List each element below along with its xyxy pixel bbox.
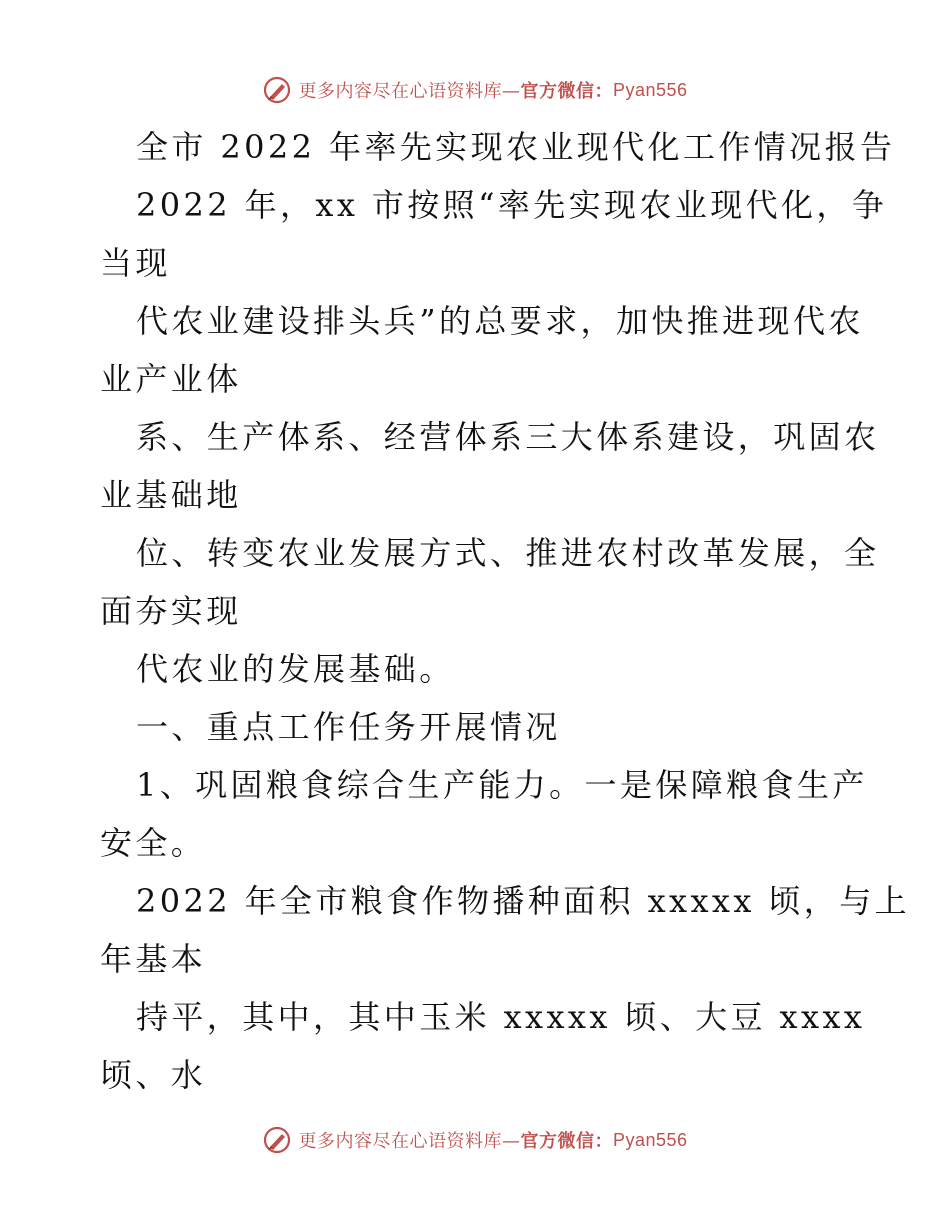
pen-logo-icon <box>262 75 292 105</box>
text-line: 2022 年，xx 市按照“率先实现农业现代化，争 <box>136 186 888 224</box>
banner-wechat-id: Pyan556 <box>612 1129 688 1150</box>
banner-wechat-label: 官方微信： <box>520 1131 613 1152</box>
text-line: 安全。 <box>100 824 207 862</box>
text-line: 年基本 <box>100 940 207 978</box>
text-line: 代农业的发展基础。 <box>136 650 455 688</box>
pen-logo-icon <box>262 1125 292 1155</box>
text-line: 2022 年全市粮食作物播种面积 xxxxx 顷，与上 <box>136 882 910 920</box>
text-line: 当现 <box>100 244 171 282</box>
banner-text: 更多内容尽在心语资料库— <box>298 81 521 102</box>
footer-banner <box>0 1120 950 1160</box>
text-line: 一、重点工作任务开展情况 <box>136 708 561 746</box>
text-line: 顷、水 <box>100 1056 207 1094</box>
document-body <box>100 118 910 1104</box>
text-line: 面夯实现 <box>100 592 242 630</box>
header-banner <box>0 70 950 110</box>
text-line: 1、巩固粮食综合生产能力。一是保障粮食生产 <box>136 766 868 804</box>
text-line: 持平，其中，其中玉米 xxxxx 顷、大豆 xxxx <box>136 998 866 1036</box>
text-line: 代农业建设排头兵”的总要求，加快推进现代农 <box>136 302 864 340</box>
text-line: 业基础地 <box>100 476 242 514</box>
banner-wechat-label: 官方微信： <box>520 81 613 102</box>
banner-wechat-id: Pyan556 <box>612 79 688 100</box>
text-line: 位、转变农业发展方式、推进农村改革发展，全 <box>136 534 880 572</box>
banner-text: 更多内容尽在心语资料库— <box>298 1131 521 1152</box>
text-line: 全市 2022 年率先实现农业现代化工作情况报告 <box>136 128 896 166</box>
text-line: 业产业体 <box>100 360 242 398</box>
text-line: 系、生产体系、经营体系三大体系建设，巩固农 <box>136 418 880 456</box>
